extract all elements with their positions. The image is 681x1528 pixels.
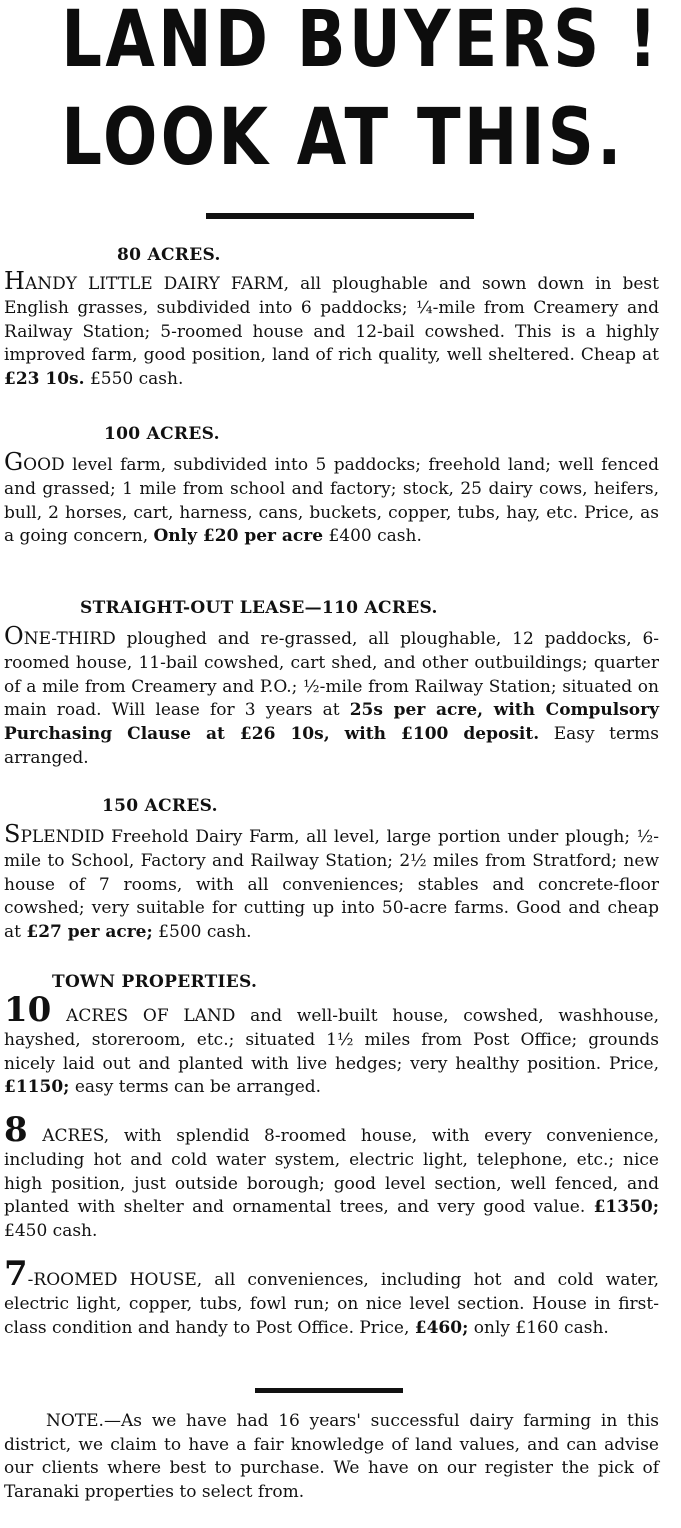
lead-number: 8 bbox=[4, 1110, 28, 1150]
property-body: -ROOMED HOUSE, all conveniences, including hot and cold water, electric light, copper, tubs, fowl run; on nice level section. House in first-class condition and handy to Post Office. Price, bbox=[4, 1270, 659, 1338]
lead-number: 10 bbox=[4, 990, 52, 1030]
property-price: £460; bbox=[414, 1317, 469, 1338]
drop-letter: H bbox=[4, 267, 25, 295]
listing-heading-150-acres: 150 ACRES. bbox=[102, 796, 218, 816]
listing-150-acres bbox=[4, 820, 659, 945]
drop-letter: S bbox=[4, 820, 21, 848]
listing-tail: £500 cash. bbox=[152, 922, 252, 943]
town-property-7-roomed-house bbox=[4, 1254, 659, 1340]
listing-body: ploughed and re-grassed, all ploughable, 12 paddocks, 6-roomed house, 11-bail cowshed, cart shed, and other outbuildings; quarter of a mile from Creamery and P.O.; ½-mile from Railway Station; situated on main road. Will lease for 3 years at bbox=[4, 629, 659, 721]
listing-lease-110-acres bbox=[4, 622, 659, 771]
property-tail: £450 cash. bbox=[4, 1221, 98, 1242]
town-property-8-acres bbox=[4, 1110, 659, 1244]
listing-lead-text: OOD bbox=[23, 455, 65, 475]
listing-heading-lease-110-acres: STRAIGHT-OUT LEASE—110 ACRES. bbox=[80, 598, 438, 618]
listing-100-acres bbox=[4, 448, 659, 549]
listing-heading-100-acres: 100 ACRES. bbox=[104, 424, 220, 444]
listing-body: all ploughable and sown down in best English grasses, subdivided into 6 paddocks; ¼-mile from Creamery and Railway Station; 5-roomed house and 12-bail cowshed. This is a highly improved farm, good position, land of rich quality, well sheltered. Cheap at bbox=[4, 274, 659, 366]
listing-lead-text: NE-THIRD bbox=[23, 629, 116, 649]
property-tail: easy terms can be arranged. bbox=[69, 1077, 322, 1098]
listing-price: 25s per acre, with Compulsory Purchasing Clause at £26 10s, with £100 deposit. bbox=[4, 700, 659, 745]
listing-80-acres bbox=[4, 267, 659, 392]
drop-letter: G bbox=[4, 448, 24, 476]
listing-price: Only £20 per acre bbox=[153, 526, 324, 547]
listing-lead-text: PLENDID bbox=[20, 827, 105, 847]
property-price: £1150; bbox=[4, 1077, 70, 1098]
note-paragraph: NOTE.—As we have had 16 years' successful dairy farming in this district, we claim to have a fair knowledge of land values, and can advise our clients where best to purchase. We have on our register the pick of Taranaki properties to select from. bbox=[4, 1411, 659, 1502]
property-tail: only £160 cash. bbox=[468, 1317, 609, 1338]
property-body: ACRES, with splendid 8-roomed house, with every convenience, including hot and cold water system, electric light, telephone, etc.; nice high position, just outside borough; good level section, well fenced, and planted with shelter and ornamental trees, and very good value. bbox=[4, 1126, 659, 1218]
listing-price: £23 10s. bbox=[4, 369, 85, 390]
listing-body: Freehold Dairy Farm, all level, large portion under plough; ½-mile to School, Factory and Railway Station; 2½ miles from Stratford; new house of 7 rooms, with all conveniences; stables and concrete-floor cowshed; very suitable for cutting up into 50-acre farms. Good and cheap at bbox=[4, 827, 659, 943]
headline-land-buyers: LAND BUYERS ! bbox=[61, 0, 661, 85]
listing-tail: Easy terms arranged. bbox=[4, 724, 659, 768]
town-properties-heading: TOWN PROPERTIES. bbox=[52, 972, 258, 992]
divider-rule-top bbox=[206, 213, 474, 219]
divider-rule-bottom bbox=[255, 1388, 403, 1393]
drop-letter: O bbox=[4, 622, 24, 650]
headline-look-at-this: LOOK AT THIS. bbox=[61, 93, 625, 183]
listing-body: level farm, subdivided into 5 paddocks; freehold land; well fenced and grassed; 1 mile from school and factory; stock, 25 dairy cows, heifers, bull, 2 horses, cart, harness, cans, buckets, copper, tubs, hay, etc. Price, as a going concern, bbox=[4, 455, 659, 547]
listing-price: £27 per acre; bbox=[26, 922, 153, 943]
listing-tail: £400 cash. bbox=[323, 526, 422, 547]
listing-lead-text: ANDY LITTLE DAIRY FARM, bbox=[24, 274, 290, 294]
listing-tail: £550 cash. bbox=[84, 369, 184, 390]
property-body: ACRES OF LAND and well-built house, cowshed, washhouse, hayshed, storeroom, etc.; situated 1½ miles from Post Office; grounds nicely laid out and planted with live hedges; very healthy position. Price, bbox=[4, 1006, 659, 1074]
town-property-10-acres bbox=[4, 990, 659, 1100]
listing-heading-80-acres: 80 ACRES. bbox=[117, 245, 221, 265]
property-price: £1350; bbox=[593, 1197, 659, 1218]
lead-number: 7 bbox=[4, 1254, 28, 1294]
